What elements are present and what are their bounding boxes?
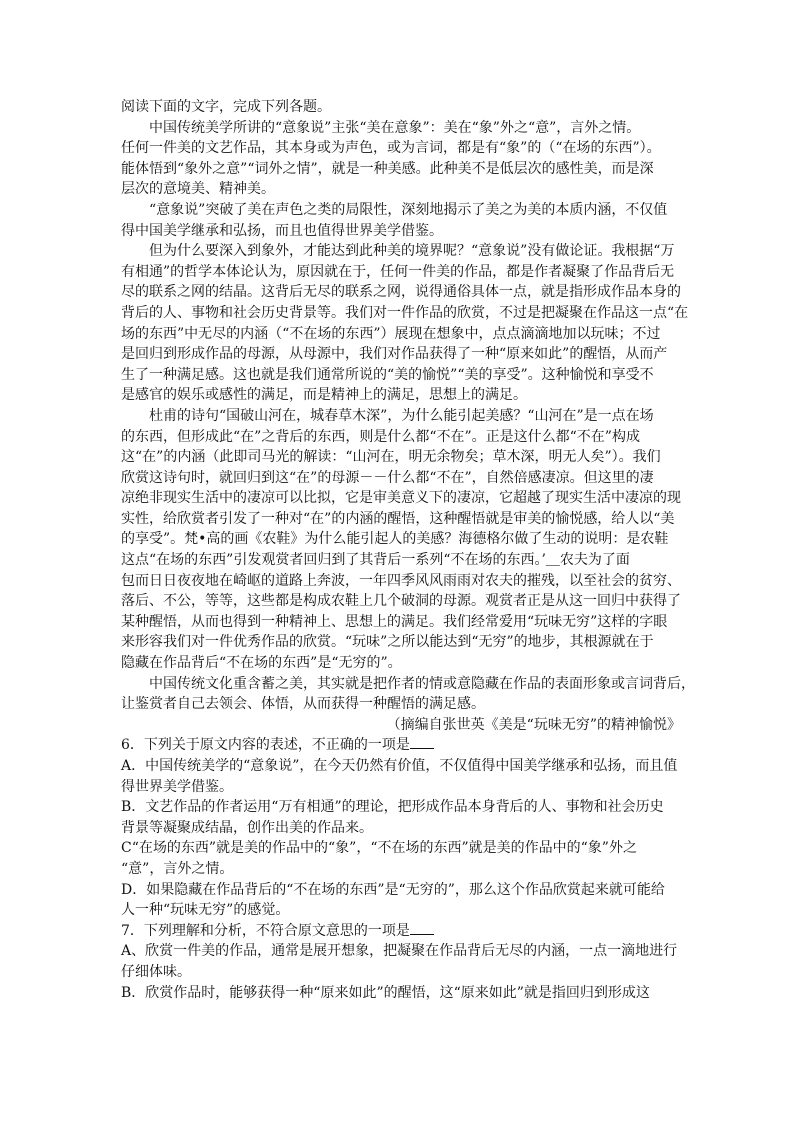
text-line: 这“在”的内涵（此即司马光的解读：“山河在，明无余物矣；草木深，明无人矣”）。我们: [121, 449, 661, 466]
option-line: B．欣赏作品时，能够获得一种“原来如此”的醒悟，这“原来如此”就是指回归到形成这: [121, 984, 650, 1001]
text-line: 实性，给欣赏者引发了一种对“在”的内涵的醒悟，这种醒悟就是审美的愉悦感，给人以“美: [121, 510, 675, 527]
text-line: 中国传统文化重含蓄之美，其实就是把作者的情或意隐藏在作品的表面形象或言词背后，: [149, 675, 695, 692]
text-line: 的东西，但形成此“在”之背后的东西，则是什么都“不在”。正是这什么都“不在”构成: [121, 428, 640, 445]
option-line: “意”，言外之情。: [121, 860, 234, 877]
option-line: 仔细体味。: [121, 963, 191, 980]
text-line: 落后、不公，等等，这些都是构成农鞋上几个破洞的母源。观赏者正是从这一回归中获得了: [121, 593, 681, 610]
option-line: D．如果隐藏在作品背后的“不在场的东西”是“无穷的”，那么这个作品欣赏起来就可能给: [121, 881, 665, 898]
option-line: 人一种“玩味无穷”的感觉。: [121, 902, 290, 919]
text-line: “意象说”突破了美在声色之类的局限性，深刻地揭示了美之为美的本质内涵，不仅值: [149, 201, 668, 218]
essay-paragraph-1: [121, 118, 681, 200]
text-line: 的享受”。梵•高的画《农鞋》为什么能引起人的美感？海德格尔做了生动的说明：是农鞋: [121, 531, 669, 548]
option-line: C“在场的东西”就是美的作品中的“象”，“不在场的东西”就是美的作品中的“象”外之: [121, 840, 637, 857]
text-line: 某种醒悟，从而也得到一种精神上、思想上的满足。我们经常爱用“玩味无穷”这样的字眼: [121, 613, 668, 630]
question-stem: [121, 735, 681, 756]
text-line: 凉绝非现实生活中的凄凉可以比拟，它是审美意义下的凄凉，它超越了现实生活中凄凉的现: [121, 490, 681, 507]
text-line: 隐藏在作品背后“不在场的东西”是“无穷的”。: [121, 655, 402, 672]
essay-paragraph-5: [121, 674, 695, 715]
text-line: 包而日日夜夜地在崎岖的道路上奔波，一年四季风风雨雨对农夫的摧残，以至社会的贫穷、: [121, 572, 681, 589]
text-line: 能体悟到“象外之意”“词外之情”，就是一种美感。此种美不是低层次的感性美，而是深: [121, 160, 654, 177]
text-line: 这点“在场的东西”引发观赏者回归到了其背后一系列“不在场的东西。’＿农夫为了面: [121, 552, 630, 569]
source-citation: （摘编自张世英《美是“玩味无穷”的精神愉悦》: [386, 716, 681, 733]
text-line: 但为什么要深入到象外，才能达到此种美的境界呢？“意象说”没有做论证。我根据“万: [149, 243, 675, 260]
answer-blank[interactable]: [410, 933, 434, 935]
text-line: 是回归到形成作品的母源，从母源中，我们对作品获得了一种“原来如此”的醒悟，从而产: [121, 346, 668, 363]
option-line: A、欣赏一件美的作品，通常是展开想象，把凝聚在作品背后无尽的内涵，一点一滴地进行: [121, 943, 678, 960]
essay-paragraph-4: [121, 406, 681, 674]
essay-paragraph-3: [121, 241, 689, 406]
text-line: 生了一种满足感。这也就是我们通常所说的“美的愉悦”“美的享受”。这种愉悦和享受不: [121, 366, 654, 383]
text-line: 得中国美学继承和弘扬，而且也值得世界美学借鉴。: [121, 222, 443, 239]
text-line: 层次的意境美、精神美。: [121, 181, 275, 198]
option-line: A．中国传统美学的“意象说”，在今天仍然有价值，不仅值得中国美学继承和弘扬，而且值: [121, 758, 678, 774]
question-stem-text: 6．下列关于原文内容的表述，不正确的一项是: [121, 737, 410, 754]
option-line: 得世界美学借鉴。: [121, 778, 233, 795]
text-line: 尽的联系之网的结晶。这背后无尽的联系之网，说得通俗具体一点，就是指形成作品本身的: [121, 284, 681, 301]
text-line: 背后的人、事物和社会历史背景等。我们对一件作品的欣赏，不过是把凝聚在作品这一点“在: [121, 304, 689, 321]
text-line: 让鉴赏者自己去领会、体悟，从而获得一种醒悟的满足感。: [121, 696, 485, 713]
text-line: 中国传统美学所讲的“意象说”主张“美在意象”：美在“象”外之“意”，言外之情。: [149, 119, 641, 136]
text-line: 是感官的娱乐或感性的满足，而是精神上的满足，思想上的满足。: [121, 387, 527, 404]
question-stem: [121, 921, 681, 942]
intro-line: 阅读下面的文字，完成下列各题。: [121, 99, 331, 115]
text-line: 杜甫的诗句“国破山河在，城春草木深”，为什么能引起美感？“山河在”是一点在场: [149, 407, 654, 424]
answer-blank[interactable]: [410, 747, 434, 749]
document-page: [121, 97, 695, 1003]
text-line: 有相通”的哲学本体论认为，原因就在于，任何一件美的作品，都是作者凝聚了作品背后无: [121, 263, 675, 280]
text-line: 场的东西”中无尽的内涵（“不在场的东西”）展现在想象中，点点滴滴地加以玩味；不过: [121, 325, 661, 342]
text-line: 任何一件美的文艺作品，其本身或为声色，或为言词，都是有“象”的（“在场的东西”）。: [121, 140, 661, 157]
question-6: [121, 735, 681, 920]
question-7: [121, 921, 681, 1003]
essay-paragraph-2: [121, 200, 681, 241]
option-line: 背景等凝聚成结晶，创作出美的作品来。: [121, 819, 373, 836]
text-line: 欣赏这诗句时，就回归到这“在”的母源－－什么都“不在”，自然倍感凄凉。但这里的凄: [121, 469, 654, 486]
option-line: B．文艺作品的作者运用“万有相通”的理论，把形成作品本身背后的人、事物和社会历史: [121, 799, 664, 816]
text-line: 来形容我们对一件优秀作品的欣赏。“玩味”之所以能达到“无穷”的地步，其根源就在于: [121, 634, 654, 651]
question-stem-text: 7．下列理解和分析，不符合原文意思的一项是: [121, 922, 410, 939]
